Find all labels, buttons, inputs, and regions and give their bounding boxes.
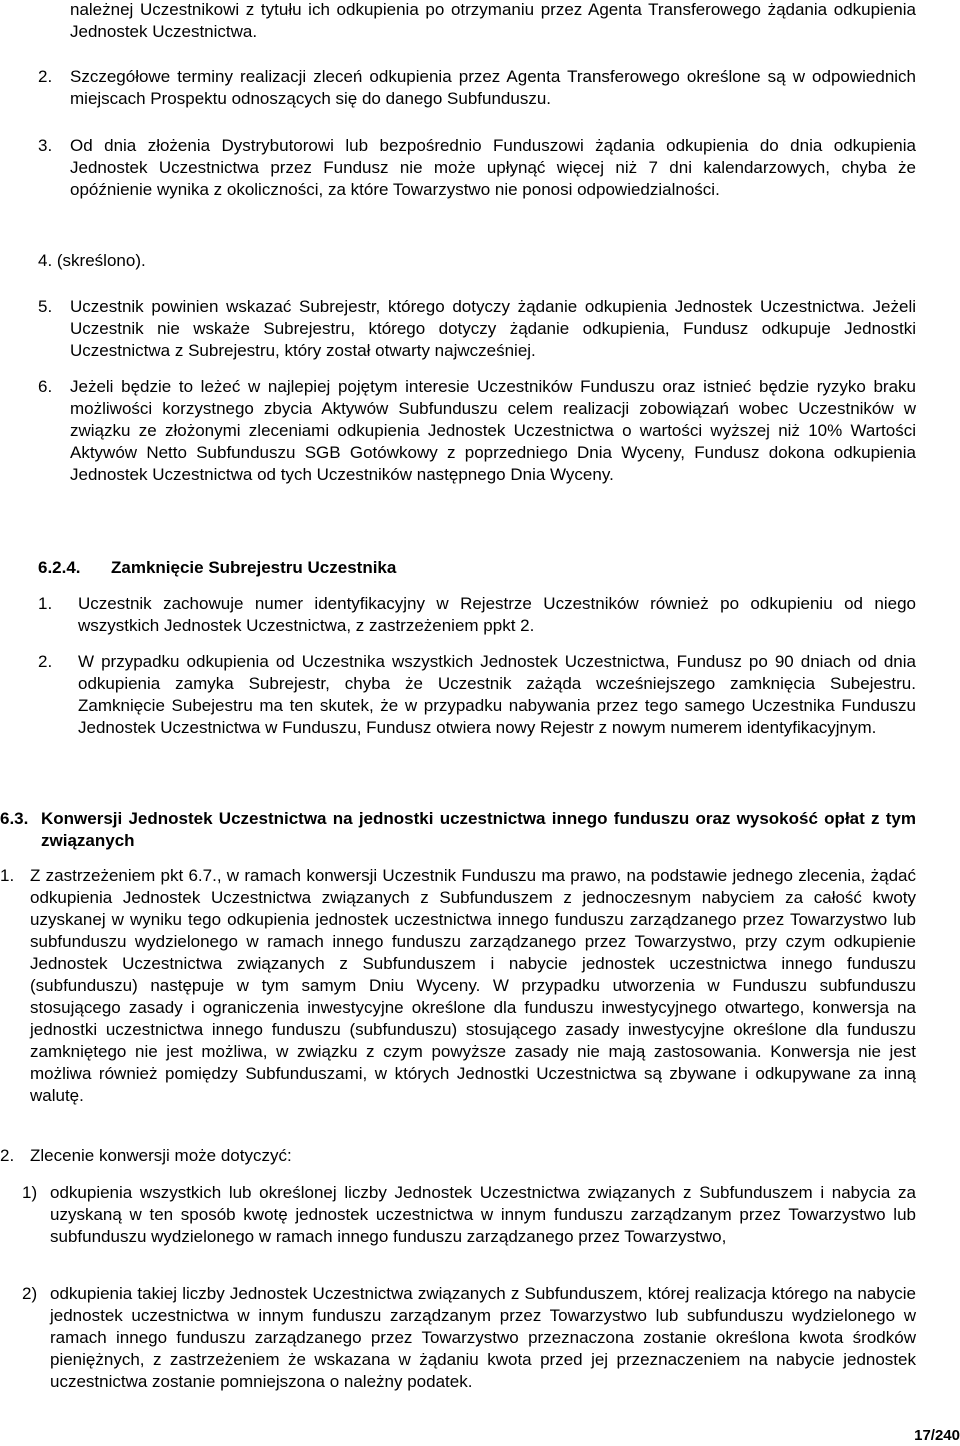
section-title: Konwersji Jednostek Uczestnictwa na jednostki uczestnictwa innego funduszu oraz wysokość opłat z tym związanych — [41, 809, 916, 850]
paragraph-2: Szczegółowe terminy realizacji zleceń odkupienia przez Agenta Transferowego określone są w odpowiednich miejscach Prospektu odnoszących się do danego Subfunduszu. — [70, 67, 916, 108]
sub-item-number: 2) — [22, 1284, 38, 1303]
paragraph-63-2: Zlecenie konwersji może dotyczyć: — [30, 1146, 292, 1165]
paragraph-624-1: Uczestnik zachowuje numer identyfikacyjny w Rejestrze Uczestników również po odkupieniu od niego wszystkich Jednostek Uczestnictwa, z zastrzeżeniem ppkt 2. — [78, 594, 916, 635]
paragraph-6: Jeżeli będzie to leżeć w najlepiej pojętym interesie Uczestników Funduszu oraz istnieć będzie ryzyko braku możliwości korzystnego zbycia Aktywów Subfunduszu celem realizacji zobowiązań wobec Uczestników w związku ze złożonymi zleceniami odkupienia Jednostek Uczestnictwa o wartości wyższej niż 10% Wartości Aktywów Netto Subfunduszu SGB Gotówkowy z poprzedniego Dnia Wyceny, Fundusz dokona odkupienia Jednostek Uczestnictwa od tych Uczestników następnego Dnia Wyceny. — [70, 377, 916, 484]
paragraph-63-2-2: odkupienia takiej liczby Jednostek Uczestnictwa związanych z Subfunduszem, której realizacja którego na nabycie jednostek uczestnictwa w innym funduszu zarządzanym przez Towarzystwo lub subfunduszu wydzielonego w ramach innego funduszu zarządzanego przez Towarzystwo przeznaczona zostanie określona kwota środków pieniężnych, z zastrzeżeniem że wskazana w żądaniu kwota przed jej przeznaczeniem na nabycie jednostek uczestnictwa zostanie pomniejszona o należny podatek. — [50, 1284, 916, 1391]
item-number: 2. — [0, 1146, 15, 1165]
paragraph-3: Od dnia złożenia Dystrybutorowi lub bezpośrednio Funduszowi żądania odkupienia do dnia odkupienia Jednostek Uczestnictwa przez Fundusz nie może upłynąć więcej niż 7 dni kalendarzowych, chyba że opóźnienie wynika z okoliczności, za które Towarzystwo nie ponosi odpowiedzialności. — [70, 136, 916, 199]
item-number: 1. — [38, 594, 53, 613]
item-number: 2. — [38, 67, 53, 86]
section-number: 6.2.4. — [38, 558, 81, 577]
item-number: 1. — [0, 866, 15, 885]
item-number: 2. — [38, 652, 53, 671]
sub-item-number: 1) — [22, 1183, 38, 1202]
item-number: 6. — [38, 377, 53, 396]
section-number: 6.3. — [0, 809, 29, 828]
paragraph-624-2: W przypadku odkupienia od Uczestnika wszystkich Jednostek Uczestnictwa, Fundusz po 90 dniach od dnia odkupienia zamyka Subrejestr, chyba że Uczestnik zażąda wcześniejszego zamknięcia Subejestru. Zamknięcie Subejestru ma ten skutek, że w przypadku nabywania przez tego samego Uczestnika Funduszu Jednostek Uczestnictwa w Funduszu, Fundusz otwiera nowy Rejestr z nowym numerem identyfikacyjnym. — [78, 652, 916, 737]
page-number: 17/240 — [914, 1427, 960, 1444]
section-title: Zamknięcie Subrejestru Uczestnika — [111, 558, 397, 577]
paragraph-continuation: należnej Uczestnikowi z tytułu ich odkupienia po otrzymaniu przez Agenta Transferowego żądania odkupienia Jednostek Uczestnictwa. — [70, 0, 916, 41]
paragraph-63-2-1: odkupienia wszystkich lub określonej liczby Jednostek Uczestnictwa związanych z Subfunduszem i nabycia za uzyskaną w ten sposób kwotę jednostek uczestnictwa w innym funduszu zarządzanym przez Towarzystwo lub subfunduszu wydzielonego w ramach innego funduszu zarządzanego przez Towarzystwo, — [50, 1183, 916, 1246]
item-number: 3. — [38, 136, 53, 155]
item-number: 5. — [38, 297, 53, 316]
paragraph-63-1: Z zastrzeżeniem pkt 6.7., w ramach konwersji Uczestnik Funduszu ma prawo, na podstawie jednego zlecenia, żądać odkupienia Jednostek Uczestnictwa związanych z Subfunduszem z jednoczesnym nabyciem za całość kwoty uzyskanej w wyniku tego odkupienia jednostek uczestnictwa innego funduszu zarządzanego przez Towarzystwo lub subfunduszu wydzielonego w ramach innego funduszu zarządzanego przez Towarzystwo, przy czym odkupienie Jednostek Uczestnictwa związanych z Subfunduszem i nabycie jednostek uczestnictwa innego funduszu (subfunduszu) następuje w tym samym Dniu Wyceny. W przypadku utworzenia w Funduszu subfunduszu stosującego zasady i ograniczenia inwestycyjne określone dla funduszu inwestycyjnego otwartego, konwersja na jednostki uczestnictwa innego funduszu (subfunduszu) stosującego zasady inwestycyjne określone dla funduszu zamkniętego nie jest możliwa, w związku z czym powyższe zasady nie mają zastosowania. Konwersja nie jest możliwa również pomiędzy Subfunduszami, w których Jednostki Uczestnictwa są zbywane i odkupywane za inną walutę. — [30, 866, 916, 1105]
paragraph-5: Uczestnik powinien wskazać Subrejestr, którego dotyczy żądanie odkupienia Jednostek Uczestnictwa. Jeżeli Uczestnik nie wskaże Subrejestru, którego dotyczy żądanie odkupienia, Fundusz odkupuje Jednostki Uczestnictwa z Subrejestru, który został otwarty najwcześniej. — [70, 297, 916, 360]
paragraph-4: 4. (skreślono). — [38, 251, 146, 270]
